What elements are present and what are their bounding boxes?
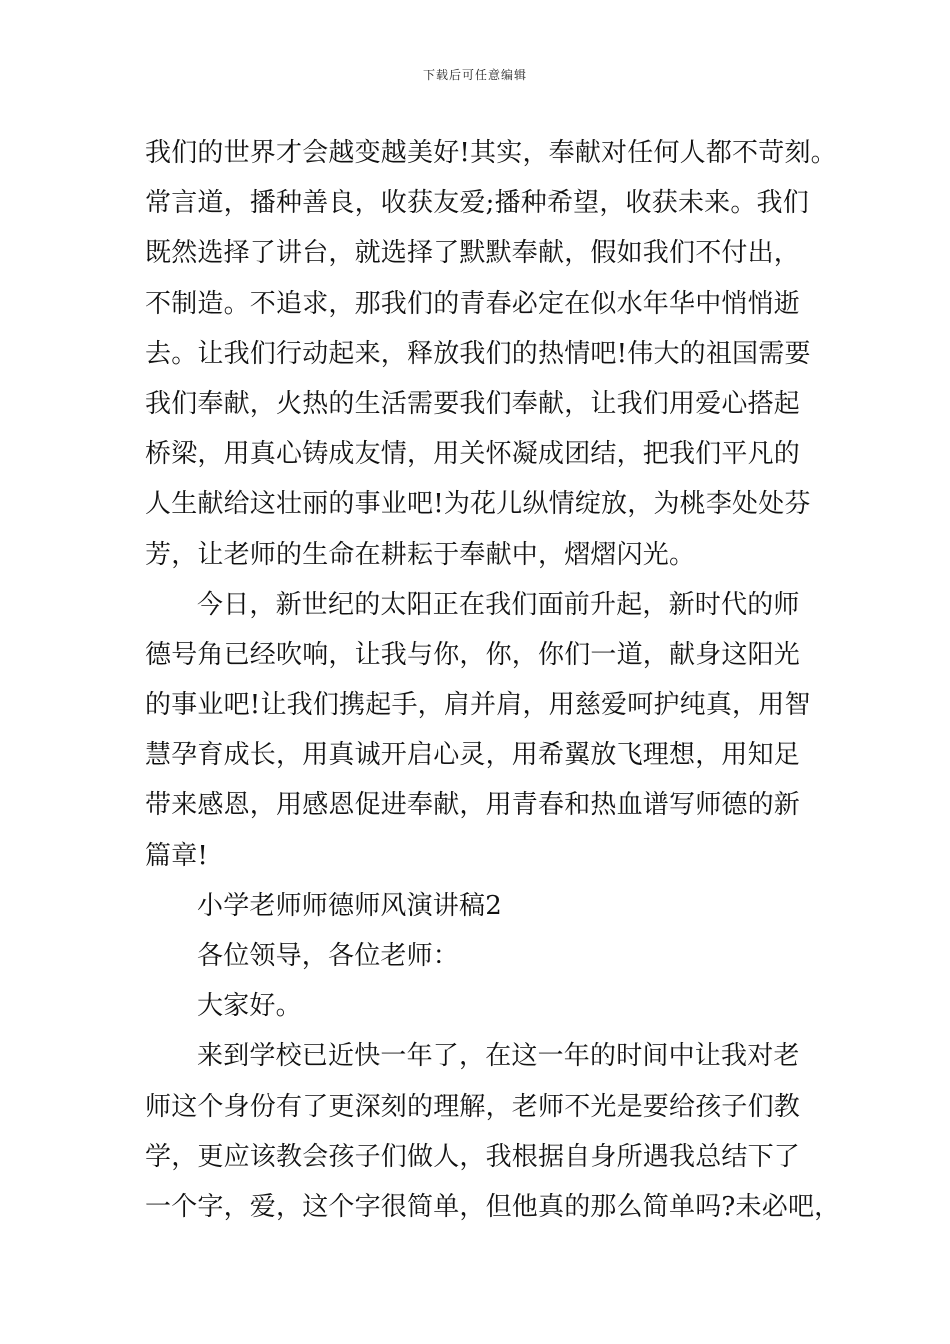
text-line: 慧孕育成长，用真诚开启心灵，用希翼放飞理想，用知足	[145, 740, 801, 771]
text-line: 常言道，播种善良，收获友爱;播种希望，收获未来。我们	[145, 188, 809, 219]
text-line: 今日，新世纪的太阳正在我们面前升起，新时代的师	[197, 589, 800, 620]
text-line: 带来感恩，用感恩促进奉献，用青春和热血谱写师德的新	[145, 790, 801, 821]
text-line: 篇章!	[145, 840, 209, 871]
text-line: 我们奉献，火热的生活需要我们奉献，让我们用爱心搭起	[145, 388, 801, 419]
section-title: 小学老师师德师风演讲稿2	[197, 890, 502, 921]
text-line: 芳，让老师的生命在耕耘于奉献中，熠熠闪光。	[145, 539, 696, 570]
text-line: 桥梁，用真心铸成友情，用关怀凝成团结，把我们平凡的	[145, 439, 801, 470]
greeting-line: 大家好。	[197, 991, 302, 1022]
text-line: 去。让我们行动起来，释放我们的热情吧!伟大的祖国需要	[145, 338, 811, 369]
text-line: 的事业吧!让我们携起手，肩并肩，用慈爱呵护纯真，用智	[145, 690, 811, 721]
salutation-line: 各位领导，各位老师：	[197, 941, 460, 971]
header-note: 下载后可任意编辑	[422, 68, 527, 82]
text-line: 来到学校已近快一年了，在这一年的时间中让我对老	[197, 1041, 800, 1072]
text-line: 人生献给这壮丽的事业吧!为花儿纵情绽放，为桃李处处芬	[145, 489, 811, 520]
text-line: 一个字，爱，这个字很简单，但他真的那么简单吗?未必吧，	[145, 1191, 841, 1222]
text-line: 学，更应该教会孩子们做人，我根据自身所遇我总结下了	[145, 1141, 801, 1172]
text-line: 既然选择了讲台，就选择了默默奉献，假如我们不付出，	[145, 238, 801, 269]
text-line: 师这个身份有了更深刻的理解，老师不光是要给孩子们教	[145, 1091, 801, 1122]
text-line: 不制造。不追求，那我们的青春必定在似水年华中悄悄逝	[145, 288, 801, 319]
text-line: 德号角已经吹响，让我与你，你，你们一道，献身这阳光	[145, 639, 801, 670]
text-line: 我们的世界才会越变越美好!其实，奉献对任何人都不苛刻。	[145, 138, 837, 168]
document-body	[145, 128, 841, 1232]
